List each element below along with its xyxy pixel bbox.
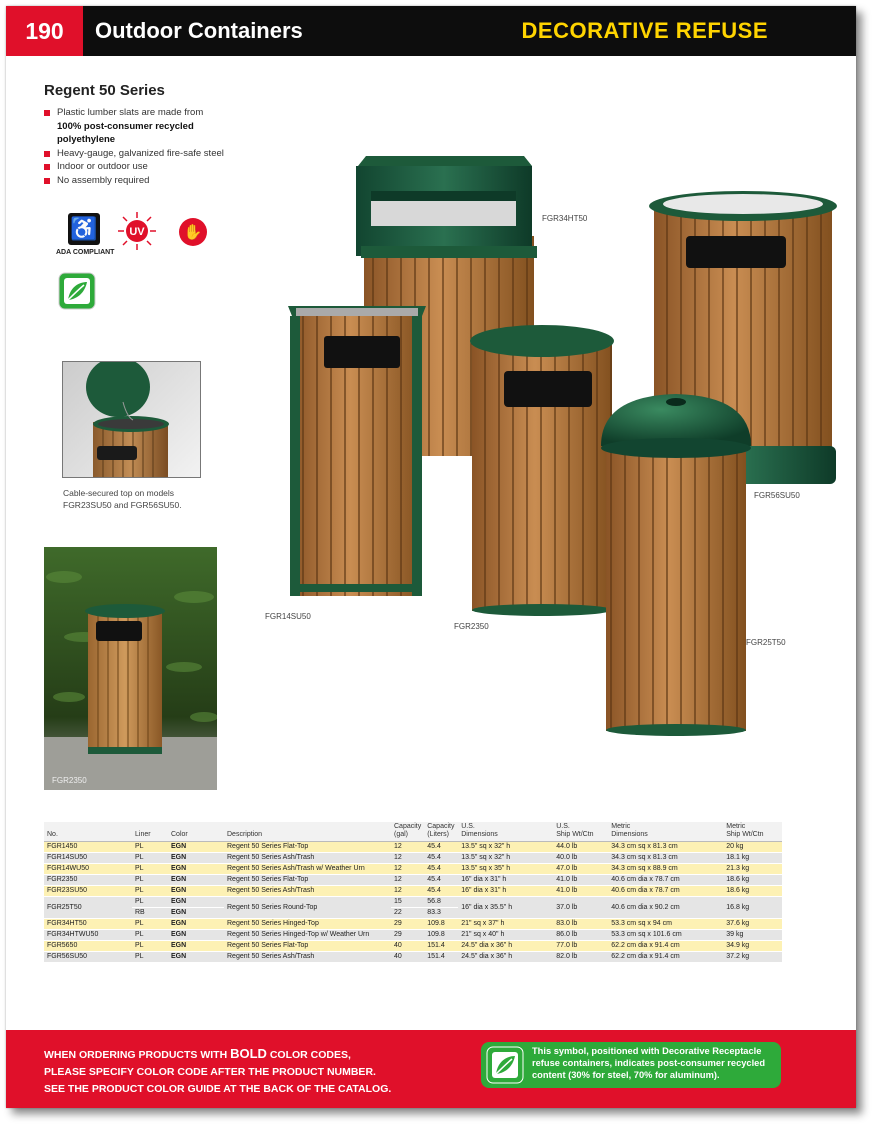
cell-us-dim: 21" sq x 40" h (458, 930, 553, 941)
cell-us-dim: 16" dia x 31" h (458, 886, 553, 897)
feature-list (44, 106, 244, 187)
col-color: Color (168, 822, 224, 842)
feature-text: Heavy-gauge, galvanized fire-safe steel (57, 147, 224, 159)
cell-liner: PL (132, 930, 168, 941)
cell-no: FGR5650 (44, 941, 132, 952)
col-capacity-liters: Capacity (Liters) (424, 822, 458, 842)
cell-metric-wt: 21.3 kg (723, 864, 782, 875)
cell-no: FGR1450 (44, 842, 132, 853)
cell-color: EGN (168, 930, 224, 941)
cell-gal: 12 (391, 842, 424, 853)
outdoor-photo-label: FGR2350 (52, 776, 87, 785)
col-capacity-gal: Capacity (gal) (391, 822, 424, 842)
cell-liters: 151.4 (424, 952, 458, 963)
cell-gal: 40 (391, 941, 424, 952)
ordering-line-3: SEE THE PRODUCT COLOR GUIDE AT THE BACK OF THE CATALOG. (44, 1083, 392, 1095)
cell-us-dim: 13.5" sq x 35" h (458, 864, 553, 875)
cell-metric-dim: 34.3 cm sq x 88.9 cm (608, 864, 723, 875)
cell-liters: 45.4 (424, 875, 458, 886)
cell-liters: 56.8 (424, 897, 458, 908)
cell-liters: 83.3 (424, 908, 458, 919)
cell-metric-wt: 16.8 kg (723, 897, 782, 919)
cell-gal: 12 (391, 875, 424, 886)
cell-liters: 109.8 (424, 919, 458, 930)
cell-description: Regent 50 Series Round-Top (224, 897, 391, 919)
cell-description: Regent 50 Series Flat-Top (224, 842, 391, 853)
feature-item (44, 174, 244, 188)
feature-text: Plastic lumber slats are made from (57, 107, 204, 118)
cell-us-dim: 16" dia x 35.5" h (458, 897, 553, 919)
page-header (6, 6, 856, 56)
cell-liters: 45.4 (424, 886, 458, 897)
cell-description: Regent 50 Series Ash/Trash (224, 952, 391, 963)
cell-gal: 29 (391, 919, 424, 930)
cell-color: EGN (168, 952, 224, 963)
table-row (44, 864, 782, 875)
table-row (44, 853, 782, 864)
cell-us-wt: 82.0 lb (553, 952, 608, 963)
cell-liner: PL (132, 842, 168, 853)
ordering-line-1-end: COLOR CODES, (266, 1049, 351, 1061)
label-fgr56su50: FGR56SU50 (754, 491, 800, 500)
table-row (44, 952, 782, 963)
fgr25t50-container (601, 394, 751, 736)
cell-us-dim: 16" dia x 31" h (458, 875, 553, 886)
cell-color: EGN (168, 941, 224, 952)
fgr14su50-container (288, 306, 426, 596)
cell-description: Regent 50 Series Hinged-Top w/ Weather Urn (224, 930, 391, 941)
cell-metric-wt: 37.2 kg (723, 952, 782, 963)
cell-metric-wt: 18.6 kg (723, 875, 782, 886)
cell-color: EGN (168, 864, 224, 875)
cell-us-wt: 86.0 lb (553, 930, 608, 941)
ordering-note (44, 1045, 391, 1098)
product-lineup-illustration (276, 146, 846, 736)
cell-us-wt: 41.0 lb (553, 886, 608, 897)
table-row (44, 941, 782, 952)
cell-us-wt: 37.0 lb (553, 897, 608, 919)
cell-no: FGR25T50 (44, 897, 132, 919)
cell-color: EGN (168, 919, 224, 930)
cell-metric-dim: 62.2 cm dia x 91.4 cm (608, 952, 723, 963)
cell-liters: 109.8 (424, 930, 458, 941)
cell-metric-dim: 40.6 cm dia x 78.7 cm (608, 886, 723, 897)
cell-gal: 12 (391, 886, 424, 897)
cell-liner: RB (132, 908, 168, 919)
cell-us-wt: 44.0 lb (553, 842, 608, 853)
table-header-row (44, 822, 782, 842)
table-row (44, 842, 782, 853)
cell-liner: PL (132, 952, 168, 963)
cell-metric-wt: 20 kg (723, 842, 782, 853)
cell-color: EGN (168, 842, 224, 853)
outdoor-photo (44, 547, 217, 790)
cell-liner: PL (132, 919, 168, 930)
cell-us-wt: 40.0 lb (553, 853, 608, 864)
cell-liner: PL (132, 875, 168, 886)
cell-liner: PL (132, 864, 168, 875)
cell-color: EGN (168, 908, 224, 919)
feature-item (44, 160, 244, 174)
spec-table (44, 822, 782, 963)
cable-top-photo (62, 361, 201, 478)
feature-text: No assembly required (57, 174, 150, 186)
ordering-line-1: WHEN ORDERING PRODUCTS WITH (44, 1049, 231, 1061)
cell-liner: PL (132, 897, 168, 908)
col-us-dimensions: U.S. Dimensions (458, 822, 553, 842)
cell-color: EGN (168, 897, 224, 908)
cell-liters: 45.4 (424, 842, 458, 853)
table-row (44, 919, 782, 930)
cell-metric-wt: 18.6 kg (723, 886, 782, 897)
section-title: DECORATIVE REFUSE (521, 18, 768, 43)
cell-color: EGN (168, 886, 224, 897)
cell-color: EGN (168, 875, 224, 886)
wheelchair-icon: ♿ (68, 213, 100, 245)
cell-metric-wt: 37.6 kg (723, 919, 782, 930)
cell-us-dim: 21" sq x 37" h (458, 919, 553, 930)
cell-description: Regent 50 Series Ash/Trash w/ Weather Urn (224, 864, 391, 875)
ada-compliant-label: ADA COMPLIANT (56, 249, 115, 256)
uv-protection-icon (117, 211, 157, 251)
cell-metric-wt: 18.1 kg (723, 853, 782, 864)
cell-metric-wt: 34.9 kg (723, 941, 782, 952)
fgr2350-container (470, 325, 614, 616)
ordering-bold-word: BOLD (230, 1046, 267, 1061)
cell-us-wt: 83.0 lb (553, 919, 608, 930)
cell-gal: 29 (391, 930, 424, 941)
cell-us-wt: 47.0 lb (553, 864, 608, 875)
label-fgr25t50: FGR25T50 (746, 638, 786, 647)
feature-item (44, 106, 244, 147)
cell-liner: PL (132, 853, 168, 864)
recycled-content-icon (486, 1046, 524, 1084)
cell-description: Regent 50 Series Ash/Trash (224, 853, 391, 864)
cell-color: EGN (168, 853, 224, 864)
fire-safe-hand-icon: ✋ (179, 218, 207, 246)
table-row (44, 930, 782, 941)
cell-no: FGR2350 (44, 875, 132, 886)
col-description: Description (224, 822, 391, 842)
col-us-weight: U.S. Ship Wt/Ctn (553, 822, 608, 842)
cell-gal: 12 (391, 864, 424, 875)
cell-us-dim: 13.5" sq x 32" h (458, 842, 553, 853)
cell-description: Regent 50 Series Flat-Top (224, 941, 391, 952)
cell-metric-dim: 40.6 cm dia x 90.2 cm (608, 897, 723, 919)
label-fgr14su50: FGR14SU50 (265, 612, 311, 621)
cell-gal: 40 (391, 952, 424, 963)
cell-liters: 151.4 (424, 941, 458, 952)
cell-liner: PL (132, 886, 168, 897)
cell-metric-dim: 53.3 cm sq x 101.6 cm (608, 930, 723, 941)
cell-us-dim: 24.5" dia x 36" h (458, 941, 553, 952)
cell-metric-dim: 34.3 cm sq x 81.3 cm (608, 853, 723, 864)
cell-gal: 15 (391, 897, 424, 908)
label-fgr2350: FGR2350 (454, 622, 489, 631)
uv-label: UV (129, 226, 145, 238)
cell-metric-dim: 34.3 cm sq x 81.3 cm (608, 842, 723, 853)
cell-description: Regent 50 Series Flat-Top (224, 875, 391, 886)
cell-gal: 12 (391, 853, 424, 864)
cell-liters: 45.4 (424, 864, 458, 875)
cell-no: FGR23SU50 (44, 886, 132, 897)
cell-gal: 22 (391, 908, 424, 919)
cell-no: FGR14WU50 (44, 864, 132, 875)
cell-us-wt: 41.0 lb (553, 875, 608, 886)
table-row (44, 897, 782, 908)
table-row (44, 875, 782, 886)
cell-metric-dim: 40.6 cm dia x 78.7 cm (608, 875, 723, 886)
feature-item (44, 147, 244, 161)
cell-us-dim: 24.5" dia x 36" h (458, 952, 553, 963)
cell-no: FGR34HTWU50 (44, 930, 132, 941)
cell-us-dim: 13.5" sq x 32" h (458, 853, 553, 864)
feature-bold-text: 100% post-consumer recycled polyethylene (57, 120, 194, 145)
cell-metric-dim: 62.2 cm dia x 91.4 cm (608, 941, 723, 952)
recycled-symbol-note: This symbol, positioned with Decorative Receptacle refuse containers, indicates post-consumer recycled content (30% for steel, 70% for aluminum). (532, 1046, 766, 1080)
cell-description: Regent 50 Series Ash/Trash (224, 886, 391, 897)
cell-metric-dim: 53.3 cm sq x 94 cm (608, 919, 723, 930)
page-number: 190 (6, 6, 83, 56)
recycled-content-icon (58, 272, 96, 310)
col-liner: Liner (132, 822, 168, 842)
cell-liters: 45.4 (424, 853, 458, 864)
inset-caption: Cable-secured top on models FGR23SU50 and FGR56SU50. (63, 488, 182, 510)
feature-text: Indoor or outdoor use (57, 161, 148, 172)
col-metric-dimensions: Metric Dimensions (608, 822, 723, 842)
cell-description: Regent 50 Series Hinged-Top (224, 919, 391, 930)
catalog-page (6, 6, 856, 1108)
col-metric-weight: Metric Ship Wt/Ctn (723, 822, 782, 842)
cell-no: FGR56SU50 (44, 952, 132, 963)
series-title: Regent 50 Series (44, 82, 165, 99)
cell-liner: PL (132, 941, 168, 952)
label-fgr34ht50: FGR34HT50 (542, 214, 588, 223)
cell-metric-wt: 39 kg (723, 930, 782, 941)
cell-no: FGR14SU50 (44, 853, 132, 864)
table-row (44, 886, 782, 897)
cell-no: FGR34HT50 (44, 919, 132, 930)
page-title: Outdoor Containers (95, 18, 303, 43)
cell-us-wt: 77.0 lb (553, 941, 608, 952)
ordering-line-2: PLEASE SPECIFY COLOR CODE AFTER THE PRODUCT NUMBER. (44, 1066, 376, 1078)
col-no: No. (44, 822, 132, 842)
